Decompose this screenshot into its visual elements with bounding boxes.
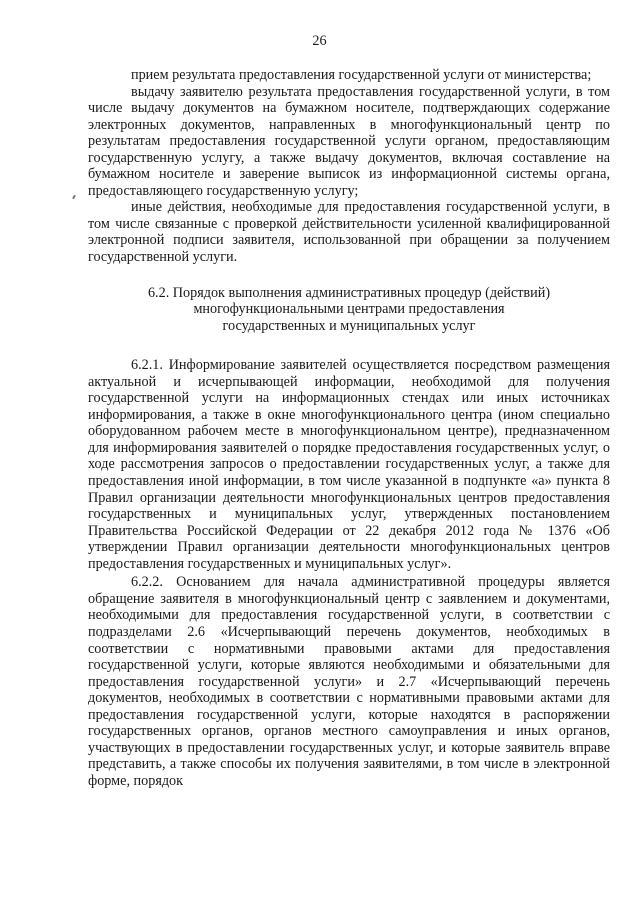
document-body	[88, 67, 610, 789]
paragraph-issue-result: выдачу заявителю результата предоставления государственной услуги, в том числе выдачу документов на бумажном носителе, подтверждающих содержание электронных документов, направленных в многофункциональный центр по результатам предоставления государственной услуги органом, предоставляющим государственную услугу, а также выдачу документов, включая составление на бумажном носителе и заверение выписок из информационной системы органа, предоставляющего государственную услугу;	[88, 83, 610, 199]
page-number: 26	[312, 33, 327, 49]
section-heading-line: многофункциональными центрами предоставления	[193, 301, 505, 318]
section-heading-line: государственных и муниципальных услуг	[222, 317, 476, 334]
paragraph-6-2-2: 6.2.2. Основанием для начала административной процедуры является обращение заявителя в многофункциональный центр с заявлением и документами, необходимыми для предоставления государственной услуги, в соответствии с подразделами 2.6 «Исчерпывающий перечень документов, необходимых в соответствии с нормативными правовыми актами для предоставления государственной услуги, которые являются необходимыми и обязательными для предоставления государственной услуги» и 2.7 «Исчерпывающий перечень документов, необходимых в соответствии с нормативными правовыми актами для предоставления государственной услуги, которые находятся в распоряжении государственных органов, органов местного самоуправления и иных органов, участвующих в предоставлении государственных услуг, и которые заявитель вправе представить, а также способы их получения заявителями, в том числе в электронной форме, порядок	[88, 574, 610, 789]
margin-mark	[72, 195, 76, 199]
section-heading-line: 6.2. Порядок выполнения административных процедур (действий)	[147, 284, 551, 301]
paragraph-other-actions: иные действия, необходимые для предоставления государственной услуги, в том числе связанные с проверкой действительности усиленной квалифицированной электронной подписи заявителя, использованной при обращении за получением государственной услуги.	[88, 199, 610, 266]
paragraph-6-2-1: 6.2.1. Информирование заявителей осуществляется посредством размещения актуальной и исчерпывающей информации, необходимой для получения государственной услуги на информационных стендах или иных источниках информирования, а также в окне многофункционального центра (ином специально оборудованном рабочем месте в многофункциональном центре), предназначенном для информирования заявителей о порядке предоставления государственных услуг, о ходе рассмотрения запросов о предоставлении государственных услуг, а также для предоставления иной информации, в том числе указанной в подпункте «а» пункта 8 Правил организации деятельности многофункциональных центров предоставления государственных и муниципальных услуг, утвержденных постановлением Правительства Российской Федерации от 22 декабря 2012 года № 1376 «Об утверждении Правил организации деятельности многофункциональных центров предоставления государственных и муниципальных услуг».	[88, 357, 610, 572]
section-heading-6-2	[88, 285, 610, 335]
paragraph-receipt-result: прием результата предоставления государственной услуги от министерства;	[131, 67, 592, 83]
